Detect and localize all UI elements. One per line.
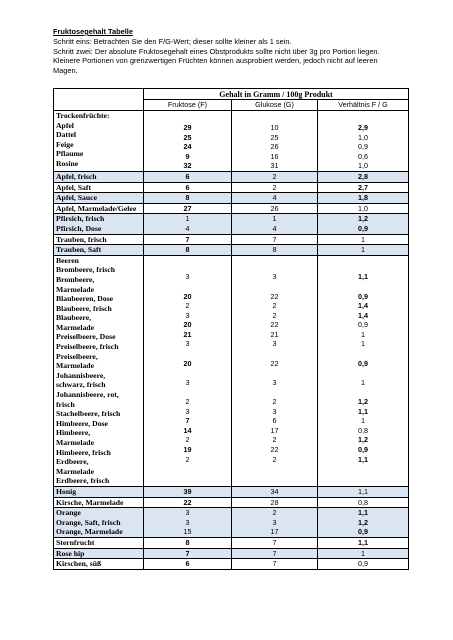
table-row: [54, 171, 409, 182]
cell-line: 17: [270, 425, 279, 435]
ratio-values: [318, 214, 409, 234]
cell-line: Apfel: [56, 120, 74, 130]
table-row: [54, 559, 409, 570]
cell-line: 0,9: [358, 527, 368, 537]
fructose-value: 27: [144, 203, 232, 214]
cell-line: Blaubeere,: [56, 313, 92, 323]
fructose-values: [144, 508, 232, 538]
cell-line: 2,9: [358, 123, 368, 132]
cell-line: [234, 263, 315, 273]
cell-line: 1,1: [358, 508, 368, 518]
ratio-value: 1,8: [318, 193, 409, 204]
fructose-value: 8: [144, 537, 232, 548]
cell-line: 22: [270, 358, 279, 368]
cell-line: 3: [272, 406, 277, 416]
cell-line: Dattel: [56, 130, 77, 140]
cell-line: Pfirsich, frisch: [56, 214, 105, 224]
ratio-value: 0,8: [318, 497, 409, 508]
cell-line: 0,9: [358, 142, 368, 152]
group-heading: Trockenfrüchte:: [56, 111, 110, 120]
cell-line: Pflaume: [56, 149, 84, 159]
cell-line: Rosine: [56, 158, 79, 168]
cell-line: 1: [361, 416, 365, 426]
cell-line: 1: [361, 377, 365, 387]
fructose-value: 6: [144, 182, 232, 193]
cell-line: [146, 282, 229, 292]
cell-line: 3: [272, 272, 277, 282]
cell-line: 1: [185, 214, 190, 224]
cell-line: 29: [183, 123, 192, 132]
cell-line: 17: [270, 527, 279, 537]
table-row: [54, 234, 409, 245]
cell-line: 1,2: [358, 397, 368, 407]
ratio-value: 1,1: [318, 486, 409, 497]
fruit-name: Apfel, Saft: [54, 182, 144, 193]
fruit-name-group: [54, 214, 144, 234]
cell-line: 4: [272, 223, 277, 233]
cell-line: 0,9: [358, 358, 368, 368]
glucose-values: [232, 255, 318, 486]
fruit-name: Apfel, Sauce: [54, 193, 144, 204]
cell-line: 0,8: [358, 425, 368, 435]
cell-line: Marmelade: [56, 361, 94, 371]
fructose-table: [53, 88, 409, 570]
cell-line: 20: [183, 358, 192, 368]
cell-line: 15: [183, 527, 192, 537]
cell-line: Orange: [56, 508, 81, 518]
intro-text: [53, 27, 413, 76]
cell-line: 2: [272, 454, 277, 464]
ratio-values: [318, 508, 409, 538]
cell-line: 1,1: [358, 272, 368, 282]
cell-line: Himbeere,: [56, 428, 91, 438]
cell-line: [320, 368, 406, 378]
cell-line: 25: [270, 132, 279, 142]
fructose-value: 6: [144, 559, 232, 570]
glucose-value: 8: [232, 245, 318, 256]
glucose-value: 2: [232, 171, 318, 182]
cell-line: [146, 387, 229, 397]
cell-line: Marmelade: [56, 322, 94, 332]
cell-line: 31: [270, 161, 279, 171]
intro-line: Magen.: [53, 66, 78, 76]
column-header-glucose: Glukose (G): [232, 100, 318, 111]
cell-line: 26: [270, 142, 279, 152]
ratio-value: 2,8: [318, 171, 409, 182]
cell-line: 10: [270, 123, 279, 132]
cell-line: Brombeere,: [56, 274, 95, 284]
table-row: [54, 182, 409, 193]
cell-line: Marmelade: [56, 466, 94, 476]
fructose-value: 8: [144, 245, 232, 256]
cell-line: 6: [272, 416, 277, 426]
ratio-values: [318, 255, 409, 486]
cell-line: 3: [185, 406, 190, 416]
header-empty-cell: [54, 89, 144, 111]
cell-line: 1,2: [358, 517, 368, 527]
table-row: [54, 548, 409, 559]
cell-line: 3: [185, 272, 190, 282]
cell-line: [320, 263, 406, 273]
cell-line: 1,2: [358, 214, 368, 224]
cell-line: 16: [270, 151, 279, 161]
cell-line: 9: [185, 151, 190, 161]
intro-line: Schritt eins: Betrachten Sie den F/G-Wert; dieser sollte kleiner als 1 sein.: [53, 36, 292, 46]
cell-line: 2: [185, 454, 190, 464]
cell-line: 0,9: [358, 223, 368, 233]
cell-line: Stachelbeere, frisch: [56, 409, 121, 419]
table-row: [54, 245, 409, 256]
fruit-name-group: [54, 508, 144, 538]
fruit-name: Trauben, Saft: [54, 245, 144, 256]
table-row: [54, 203, 409, 214]
table-row-group: [54, 508, 409, 538]
table-row-group: [54, 214, 409, 234]
cell-line: 2: [272, 310, 277, 320]
cell-line: Preiselbeere,: [56, 351, 98, 361]
cell-line: Orange, Marmelade: [56, 527, 123, 537]
cell-line: [320, 387, 406, 397]
table-row: [54, 497, 409, 508]
table-row-group: [54, 255, 409, 486]
cell-line: 25: [183, 132, 192, 142]
glucose-value: 7: [232, 559, 318, 570]
glucose-value: 26: [232, 203, 318, 214]
cell-line: 32: [183, 161, 192, 171]
fruit-name: Kirsche, Marmelade: [54, 497, 144, 508]
cell-line: Feige: [56, 139, 74, 149]
cell-line: Himbeere, Dose: [56, 418, 108, 428]
fruit-name: Sternfrucht: [54, 537, 144, 548]
cell-line: 2: [272, 508, 277, 518]
cell-line: 3: [272, 377, 277, 387]
cell-line: Erdbeere,: [56, 457, 89, 467]
cell-line: 0,6: [358, 151, 368, 161]
table-header: Gehalt in Gramm / 100g Produkt: [144, 89, 409, 100]
cell-line: 0,9: [358, 291, 368, 301]
glucose-values: [232, 111, 318, 172]
fructose-values: [144, 111, 232, 172]
cell-line: 1,0: [358, 161, 368, 171]
cell-line: 2: [185, 435, 190, 445]
table-row: [54, 537, 409, 548]
cell-line: 2: [272, 435, 277, 445]
cell-line: 20: [183, 320, 192, 330]
cell-line: [320, 282, 406, 292]
cell-line: Brombeere, frisch: [56, 265, 116, 275]
fruit-name: Kirschen, süß: [54, 559, 144, 570]
cell-line: 21: [270, 329, 279, 339]
cell-line: 14: [183, 425, 192, 435]
ratio-value: 1,0: [318, 203, 409, 214]
cell-line: 22: [270, 291, 279, 301]
cell-line: Preiselbeere, Dose: [56, 332, 116, 342]
cell-line: [234, 387, 315, 397]
cell-line: Blaubeere, frisch: [56, 303, 112, 313]
cell-line: Blaubeeren, Dose: [56, 294, 114, 304]
cell-line: 1,1: [358, 406, 368, 416]
cell-line: 0,9: [358, 445, 368, 454]
intro-line: Schritt zwei: Der absolute Fruktosegehalt eines Obstprodukts sollte nicht über 3g pro Portion liegen.: [53, 46, 380, 56]
cell-line: 7: [185, 416, 190, 426]
table-header-row: [54, 89, 409, 100]
table-row-group: [54, 111, 409, 172]
fructose-value: 7: [144, 234, 232, 245]
cell-line: 2: [185, 397, 190, 407]
cell-line: schwarz, frisch: [56, 380, 106, 390]
ratio-value: 1: [318, 548, 409, 559]
table-row: [54, 486, 409, 497]
ratio-value: 1: [318, 234, 409, 245]
glucose-value: 7: [232, 537, 318, 548]
cell-line: 3: [185, 339, 190, 349]
glucose-value: 34: [232, 486, 318, 497]
cell-line: 21: [183, 329, 192, 339]
fructose-values: [144, 214, 232, 234]
ratio-value: 1: [318, 245, 409, 256]
cell-line: 2: [185, 301, 190, 311]
cell-line: 1: [361, 339, 365, 349]
cell-line: [146, 263, 229, 273]
ratio-value: 1,1: [318, 537, 409, 548]
cell-line: Pfirsich, Dose: [56, 223, 102, 233]
column-header-fructose: Fruktose (F): [144, 100, 232, 111]
cell-line: [234, 349, 315, 359]
fruit-name: Trauben, frisch: [54, 234, 144, 245]
glucose-values: [232, 508, 318, 538]
ratio-value: 0,9: [318, 559, 409, 570]
cell-line: 1,0: [358, 132, 368, 142]
cell-line: Orange, Saft, frisch: [56, 517, 121, 527]
cell-line: 24: [183, 142, 192, 152]
cell-line: 1,2: [358, 435, 368, 445]
cell-line: Himbeere, frisch: [56, 447, 111, 457]
cell-line: [320, 349, 406, 359]
cell-line: 2: [272, 301, 277, 311]
cell-line: 19: [183, 445, 192, 454]
cell-line: [234, 282, 315, 292]
glucose-value: 7: [232, 548, 318, 559]
cell-line: 3: [272, 339, 277, 349]
cell-line: 22: [270, 445, 279, 454]
cell-line: 1,4: [358, 301, 368, 311]
cell-line: [146, 368, 229, 378]
cell-line: 3: [185, 517, 190, 527]
table-row: [54, 193, 409, 204]
cell-line: 3: [272, 517, 277, 527]
cell-line: Johannisbeere, rot,: [56, 390, 119, 400]
glucose-value: 28: [232, 497, 318, 508]
cell-line: Johannisbeere,: [56, 370, 106, 380]
cell-line: 20: [183, 291, 192, 301]
fructose-value: 8: [144, 193, 232, 204]
fructose-value: 7: [144, 548, 232, 559]
fruit-name-group: [54, 255, 144, 486]
cell-line: 0,9: [358, 320, 368, 330]
cell-line: 22: [270, 320, 279, 330]
glucose-value: 7: [232, 234, 318, 245]
intro-line: Kleinere Portionen von grenzwertigen Früchten können ausprobiert werden, jedoch nicht auf leeren: [53, 56, 378, 66]
cell-line: 4: [185, 223, 190, 233]
fruit-name: Rose hip: [54, 548, 144, 559]
glucose-value: 2: [232, 182, 318, 193]
ratio-values: [318, 111, 409, 172]
fructose-value: 22: [144, 497, 232, 508]
cell-line: Preiselbeere, frisch: [56, 342, 119, 352]
cell-line: 1: [272, 214, 277, 224]
cell-line: 3: [185, 310, 190, 320]
cell-line: Marmelade: [56, 438, 94, 447]
column-header-ratio: Verhältnis F / G: [318, 100, 409, 111]
fructose-values: [144, 255, 232, 486]
fruit-name: Honig: [54, 486, 144, 497]
glucose-value: 4: [232, 193, 318, 204]
cell-line: 3: [185, 377, 190, 387]
cell-line: 3: [185, 508, 190, 518]
cell-line: 1,4: [358, 310, 368, 320]
cell-line: [146, 349, 229, 359]
page-title: Fruktosegehalt Tabelle: [53, 27, 133, 36]
cell-line: [234, 368, 315, 378]
cell-line: 1: [361, 329, 365, 339]
cell-line: 2: [272, 397, 277, 407]
cell-line: Beeren: [56, 255, 79, 265]
fructose-value: 6: [144, 171, 232, 182]
fruit-name: Apfel, Marmelade/Gelee: [54, 203, 144, 214]
fruit-name-group: [54, 111, 144, 172]
cell-line: 1,1: [358, 454, 368, 464]
cell-line: frisch: [56, 399, 75, 409]
cell-line: Erdbeere, frisch: [56, 476, 110, 486]
fruit-name: Apfel, frisch: [54, 171, 144, 182]
glucose-values: [232, 214, 318, 234]
ratio-value: 2,7: [318, 182, 409, 193]
cell-line: Marmelade: [56, 284, 94, 294]
fructose-value: 39: [144, 486, 232, 497]
